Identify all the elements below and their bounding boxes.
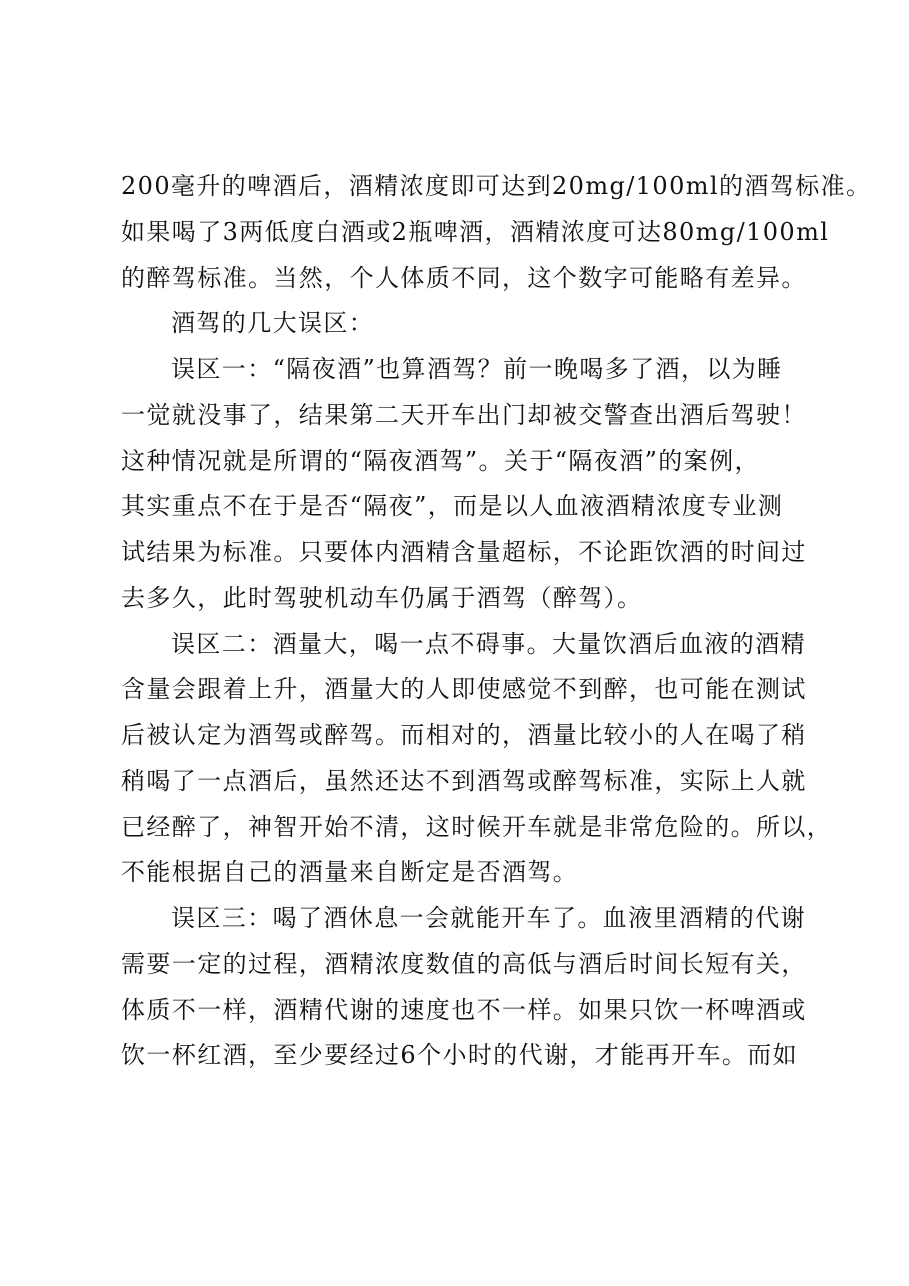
text-line: 这种情况就是所谓的“隔夜酒驾”。关于“隔夜酒”的案例， [121,446,760,475]
text-line: 饮一杯红酒，至少要经过6个小时的代谢，才能再开车。而如 [121,1041,799,1070]
text-line: 去多久，此时驾驶机动车仍属于酒驾（醉驾）。 [121,583,643,612]
text-line: 含量会跟着上升，酒量大的人即使感觉不到醉，也可能在测试 [121,675,807,704]
document-body [121,164,872,1079]
text-line: 200毫升的啤酒后，酒精浓度即可达到20mg/100ml的酒驾标准。 [121,172,872,200]
text-line: 一觉就没事了，结果第二天开车出门却被交警查出酒后驾驶！ [121,400,807,429]
text-line: 已经醉了，神智开始不清，这时候开车就是非常危险的。所以， [121,812,833,841]
text-line: 后被认定为酒驾或醉驾。而相对的，酒量比较小的人在喝了稍 [121,721,807,749]
section-heading: 酒驾的几大误区： [171,309,375,338]
text-line: 误区三：喝了酒休息一会就能开车了。血液里酒精的代谢 [171,904,806,932]
text-line: 如果喝了3两低度白酒或2瓶啤酒，酒精浓度可达80mg/100ml [121,217,830,246]
text-line: 误区二：酒量大，喝一点不碍事。大量饮酒后血液的酒精 [171,629,806,658]
text-line: 不能根据自己的酒量来自断定是否酒驾。 [121,858,579,887]
text-line: 体质不一样，酒精代谢的速度也不一样。如果只饮一杯啤酒或 [121,995,807,1024]
text-line: 稍喝了一点酒后，虽然还达不到酒驾或醉驾标准，实际上人就 [121,766,807,795]
text-line: 试结果为标准。只要体内酒精含量超标，不论距饮酒的时间过 [121,538,807,566]
text-line: 需要一定的过程，酒精浓度数值的高低与酒后时间长短有关， [121,949,807,978]
text-line: 其实重点不在于是否“隔夜”，而是以人血液酒精浓度专业测 [121,492,784,521]
text-line: 误区一：“隔夜酒”也算酒驾？前一晚喝多了酒，以为睡 [171,355,783,383]
text-line: 的醉驾标准。当然，个人体质不同，这个数字可能略有差异。 [121,263,807,292]
